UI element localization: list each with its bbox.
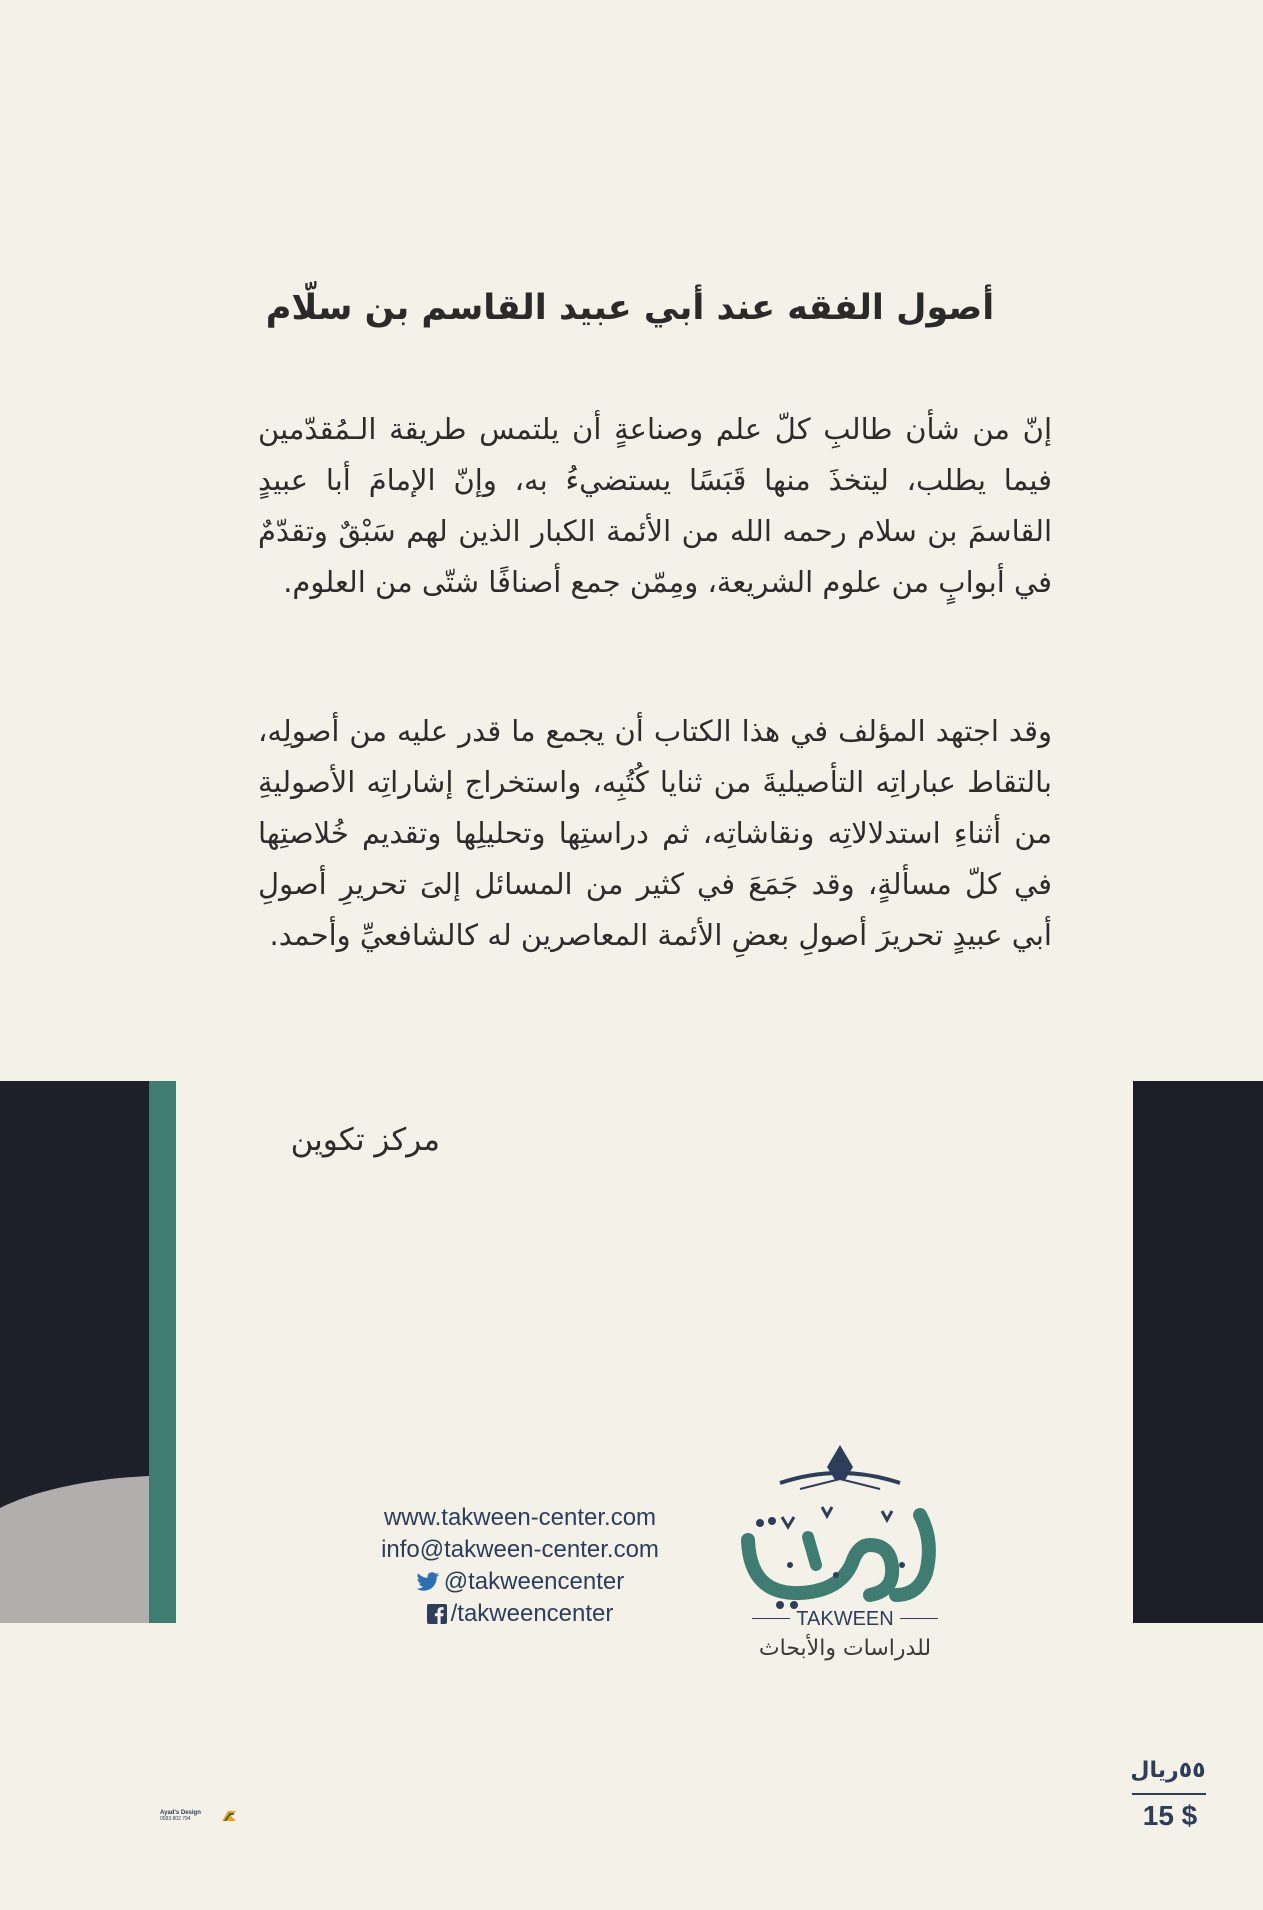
twitter-handle[interactable] xyxy=(320,1566,720,1598)
right-dark-band xyxy=(1133,1081,1263,1623)
logo-text-en: TAKWEEN xyxy=(796,1608,894,1630)
price-usd: 15 $ xyxy=(1142,1800,1198,1831)
description-paragraph-1: إنّ من شأن طالبِ كلّ علم وصناعةٍ أن يلتمس طريقة الـمُقدّمين فيما يطلب، ليتخذَ منها قَبَسًا يستضيءُ به، وإنّ الإمامَ أبا عبيدٍ القاسمَ بن سلام رحمه الله من الأئمة الكبار الذين لهم سَبْقٌ وتقدّمٌ في أبوابٍ من علوم الشريعة، ومِمّن جمع أصنافًا شتّى من العلوم. xyxy=(258,412,1052,599)
designer-mark-icon xyxy=(222,1811,236,1821)
publisher-signature: مركز تكوين xyxy=(290,1122,440,1158)
email-link[interactable]: info@takween-center.com xyxy=(381,1536,659,1563)
contact-block xyxy=(320,1502,720,1630)
logo-rule-left xyxy=(752,1618,790,1619)
logo-wordmark xyxy=(735,1608,955,1631)
left-teal-strip xyxy=(149,1081,176,1623)
twitter-icon xyxy=(416,1572,440,1592)
designer-name: Ayad's Design xyxy=(160,1810,201,1816)
designer-credit xyxy=(160,1810,220,1822)
takween-logo-icon xyxy=(720,1445,960,1610)
designer-phone: 0583 802 794 xyxy=(160,1816,191,1822)
price-sar: ٥٥ريال xyxy=(1130,1758,1206,1783)
book-title: أصول الفقه عند أبي عبيد القاسم بن سلّام xyxy=(265,288,995,328)
description-paragraph-2: وقد اجتهد المؤلف في هذا الكتاب أن يجمع ما قدر عليه من أصولِه، بالتقاط عباراتِه التأصيليةَ من ثنايا كُتُبِه، واستخراج إشاراتِه الأصوليةِ من أثناءِ استدلالاتِه ونقاشاتِه، ثم دراستِها وتحليلِها وتقديم خُلاصتِها في كلّ مسألةٍ، وقد جَمَعَ في كثير من المسائل إلىَ تحريرِ أصولِ أبي عبيدٍ تحريرَ أصولِ بعضِ الأئمة المعاصرين له كالشافعيِّ وأحمد. xyxy=(258,714,1052,952)
logo-rule-right xyxy=(900,1618,938,1619)
left-grey-curve xyxy=(0,1468,149,1623)
facebook-handle[interactable] xyxy=(320,1598,720,1630)
facebook-handle-text: /takweencenter xyxy=(450,1600,614,1627)
twitter-handle-text: @takweencenter xyxy=(443,1568,625,1595)
price-divider xyxy=(1132,1793,1206,1795)
logo-subtitle: للدراسات والأبحاث xyxy=(758,1636,932,1661)
facebook-icon xyxy=(427,1604,447,1624)
website-link[interactable]: www.takween-center.com xyxy=(383,1504,657,1531)
